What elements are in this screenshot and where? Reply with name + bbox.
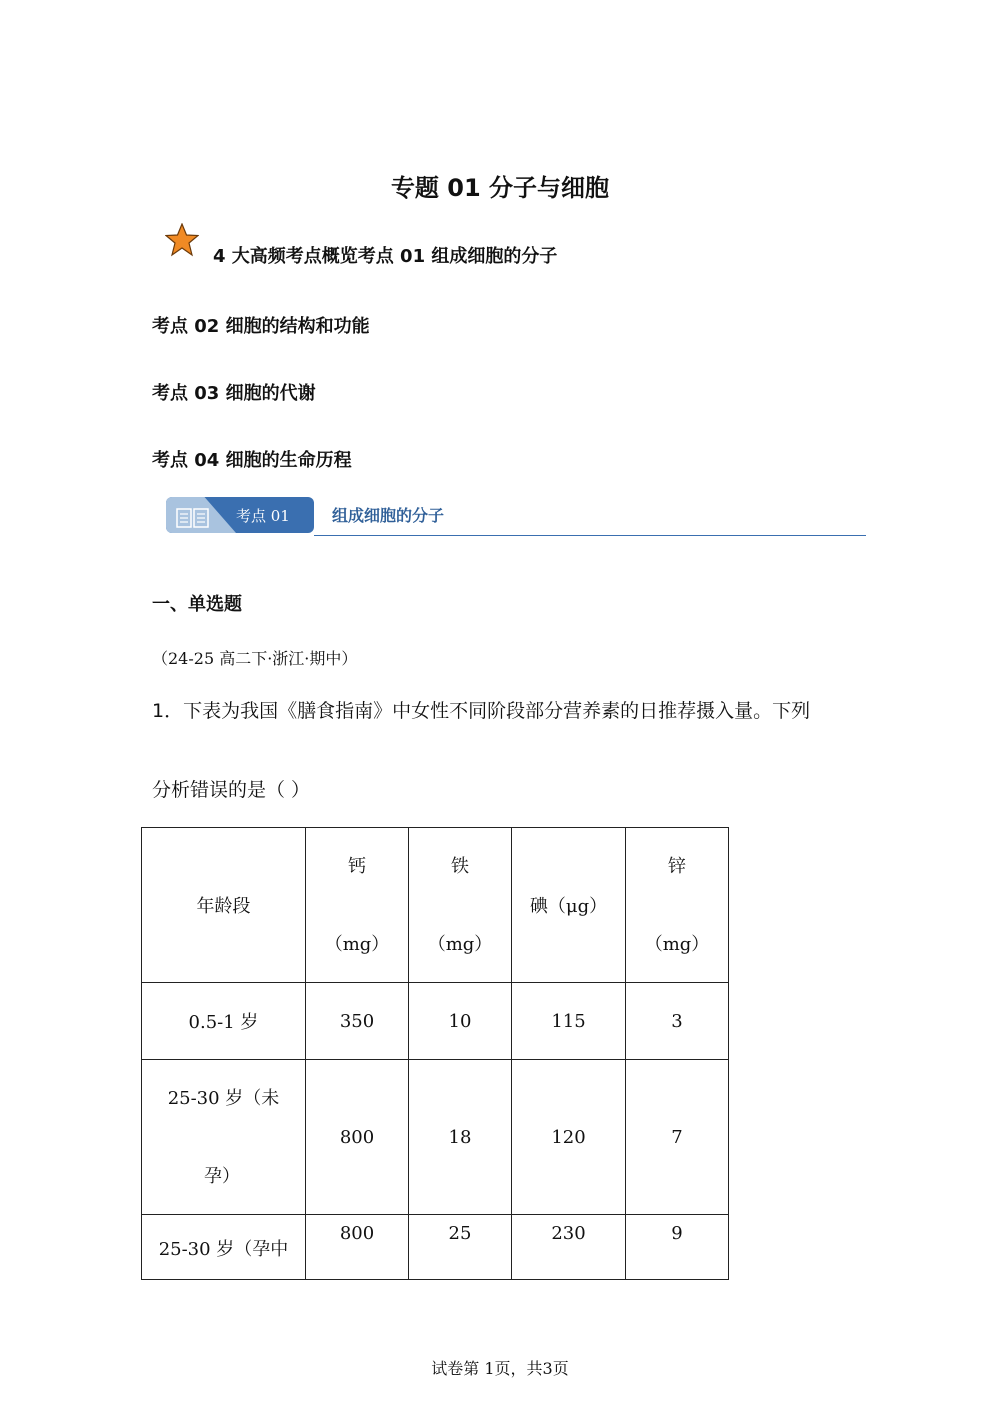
banner-subtitle: 组成细胞的分子 bbox=[332, 506, 445, 525]
question-source: （24-25 高二下·浙江·期中） bbox=[152, 649, 358, 668]
value-cell: 25 bbox=[409, 1215, 512, 1280]
book-icon bbox=[176, 508, 210, 528]
age-cell: 25-30 岁（未 孕） bbox=[142, 1060, 306, 1215]
value-cell: 120 bbox=[512, 1060, 626, 1215]
topic-02: 考点 02 细胞的结构和功能 bbox=[152, 316, 370, 337]
page-title: 专题 01 分子与细胞 bbox=[390, 174, 610, 202]
overview-heading: 4 大高频考点概览考点 01 组成细胞的分子 bbox=[213, 246, 558, 267]
value-cell: 10 bbox=[409, 983, 512, 1060]
value-cell: 115 bbox=[512, 983, 626, 1060]
value-cell: 18 bbox=[409, 1060, 512, 1215]
page-footer: 试卷第 1页，共3页 bbox=[431, 1359, 569, 1378]
section-banner bbox=[166, 495, 866, 537]
banner-tab-label: 考点 01 bbox=[236, 507, 290, 525]
table-row bbox=[142, 1060, 729, 1215]
value-cell: 350 bbox=[306, 983, 409, 1060]
header-calcium: 钙 （mg） bbox=[306, 828, 409, 983]
topic-03: 考点 03 细胞的代谢 bbox=[152, 383, 316, 404]
overview-row bbox=[165, 228, 557, 268]
value-cell: 9 bbox=[626, 1215, 729, 1280]
table-header-row bbox=[142, 828, 729, 983]
value-cell: 800 bbox=[306, 1060, 409, 1215]
section-heading: 一、单选题 bbox=[152, 594, 242, 615]
nutrient-table bbox=[141, 827, 729, 1280]
header-iron: 铁 （mg） bbox=[409, 828, 512, 983]
value-cell: 230 bbox=[512, 1215, 626, 1280]
age-cell: 25-30 岁（孕中 bbox=[142, 1215, 306, 1280]
value-cell: 800 bbox=[306, 1215, 409, 1280]
value-cell: 7 bbox=[626, 1060, 729, 1215]
header-iodine: 碘（μg） bbox=[512, 828, 626, 983]
header-zinc: 锌 （mg） bbox=[626, 828, 729, 983]
topic-04: 考点 04 细胞的生命历程 bbox=[152, 450, 352, 471]
star-icon bbox=[165, 223, 199, 257]
header-age: 年龄段 bbox=[142, 828, 306, 983]
table-row bbox=[142, 1215, 729, 1280]
banner-divider bbox=[314, 535, 866, 536]
table-row bbox=[142, 983, 729, 1060]
question-text-line2: 分析错误的是（ ） bbox=[152, 779, 311, 801]
age-cell: 0.5-1 岁 bbox=[142, 983, 306, 1060]
question-text-line1: 1．下表为我国《膳食指南》中女性不同阶段部分营养素的日推荐摄入量。下列 bbox=[152, 700, 811, 722]
value-cell: 3 bbox=[626, 983, 729, 1060]
